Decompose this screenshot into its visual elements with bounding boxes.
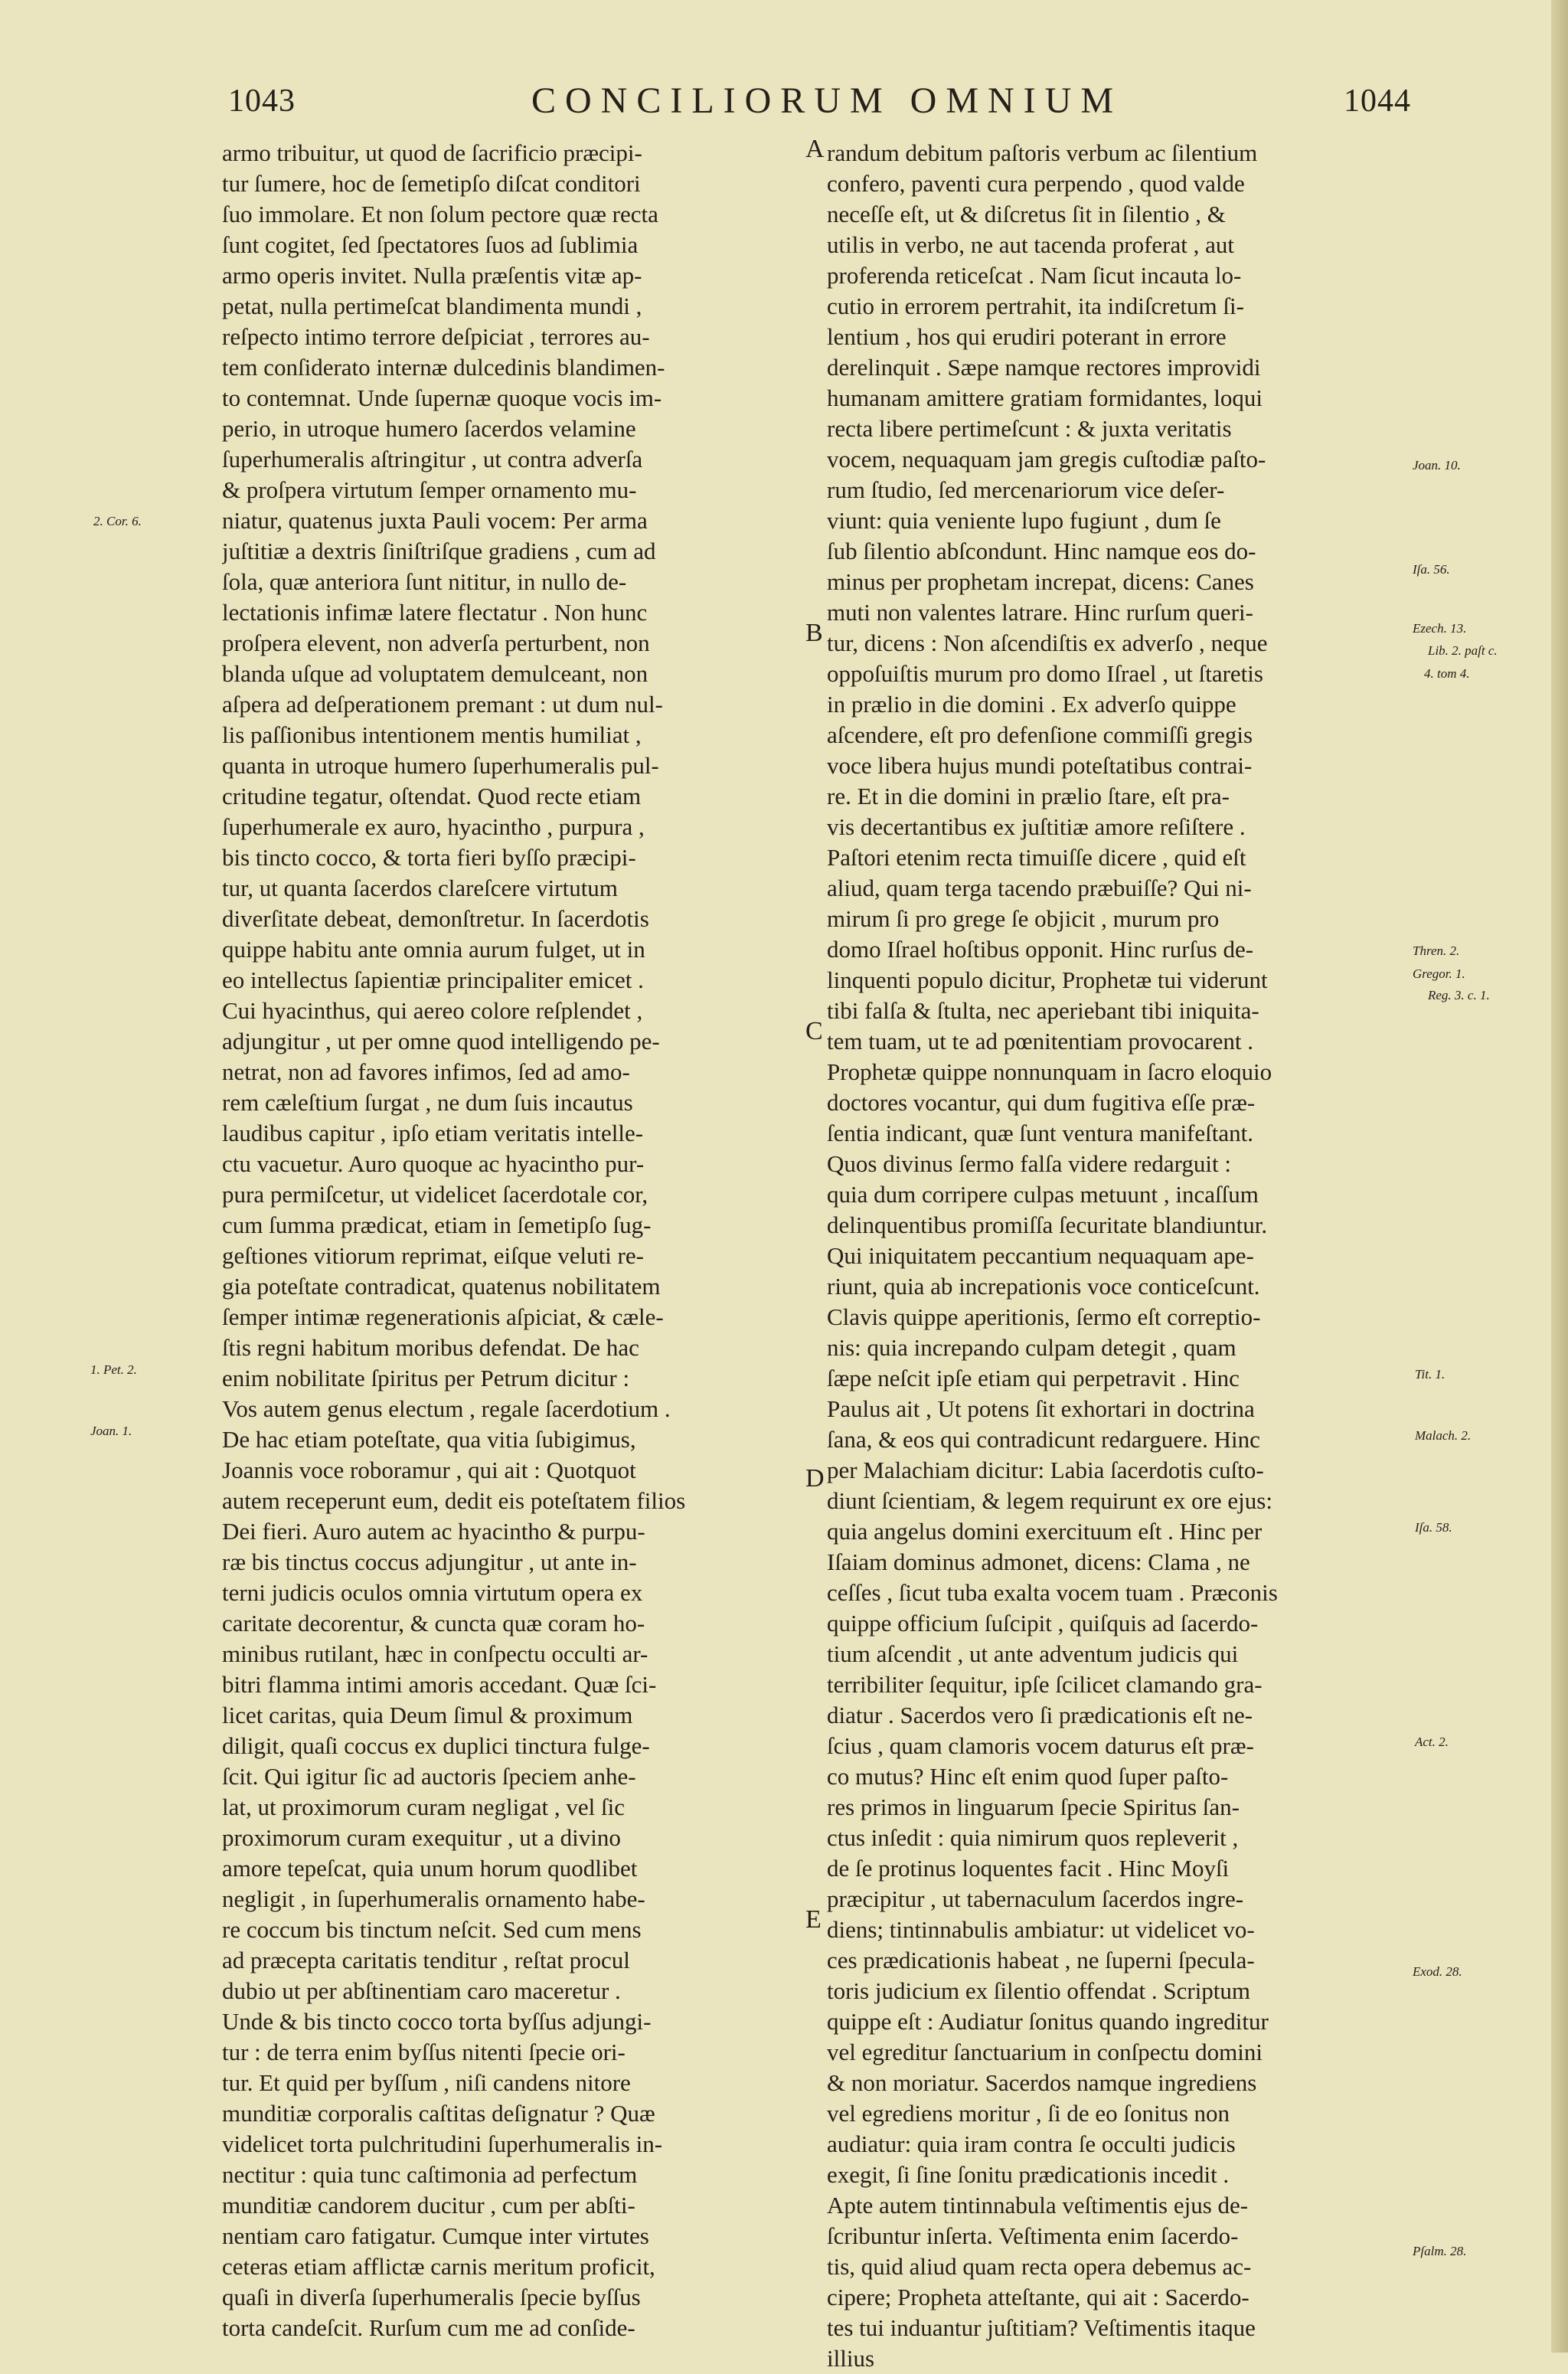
text-line: lentium , hos qui erudiri poterant in errore	[827, 323, 1227, 350]
text-line: Prophetæ quippe nonnunquam in ſacro eloquio	[827, 1058, 1272, 1085]
text-line: vocem, nequaquam jam gregis cuſtodiæ paſto-	[827, 446, 1266, 473]
text-line: muti non valentes latrare. Hinc rurſum queri-	[827, 599, 1253, 626]
text-line: geſtiones vitiorum reprimat, eiſque veluti re-	[222, 1242, 644, 1269]
text-line: vis decertantibus ex juſtitiæ amore reſiſtere .	[827, 813, 1246, 840]
text-line: Iſaiam dominus admonet, dicens: Clama , ne	[827, 1548, 1250, 1575]
margin-note-right: Joan. 10.	[1413, 458, 1461, 473]
text-line: ſunt cogitet, ſed ſpectatores ſuos ad ſublimia	[222, 231, 639, 258]
text-line: quippe eſt : Audiatur ſonitus quando ingreditur	[827, 2008, 1269, 2035]
text-line: perio, in utroque humero ſacerdos velamine	[222, 415, 636, 442]
text-line: randum debitum paſtoris verbum ac ſilentium	[827, 139, 1258, 166]
margin-note-right: Exod. 28.	[1413, 1964, 1462, 1979]
text-line: lectationis infimæ latere flectatur . Non hunc	[222, 599, 648, 626]
text-line: vel egrediens moritur , ſi de eo ſonitus non	[827, 2100, 1230, 2127]
text-line: licet caritas, quia Deum ſimul & proximum	[222, 1702, 633, 1728]
text-line: quippe officium ſuſcipit , quiſquis ad ſacerdo-	[827, 1610, 1259, 1637]
text-line: præcipitur , ut tabernaculum ſacerdos ingre-	[827, 1885, 1244, 1912]
text-line: re. Et in die domini in prælio ſtare, eſt pra-	[827, 783, 1230, 809]
text-line: re coccum bis tinctum neſcit. Sed cum mens	[222, 1916, 642, 1943]
text-line: rem cæleſtium ſurgat , ne dum ſuis incautus	[222, 1089, 633, 1116]
text-line: ſcius , quam clamoris vocem daturus eſt præ-	[827, 1732, 1254, 1759]
text-line: niatur, quatenus juxta Pauli vocem: Per arma	[222, 507, 648, 534]
text-line: dubio ut per abſtinentiam caro maceretur .	[222, 1977, 621, 2004]
text-line: Apte autem tintinnabula veſtimentis ejus de-	[827, 2192, 1249, 2219]
text-line: exegit, ſi ſine ſonitu prædicationis incedit .	[827, 2161, 1230, 2188]
text-line: quia dum corripere culpas metuunt , incaſſum	[827, 1181, 1259, 1208]
margin-note-right: Ezech. 13.	[1413, 621, 1467, 636]
text-line: proferenda reticeſcat . Nam ſicut incauta lo-	[827, 262, 1242, 289]
text-line: videlicet torta pulchritudini ſuperhumeralis in-	[222, 2130, 663, 2157]
page-number-right: 1044	[1344, 83, 1411, 119]
text-line: utilis in verbo, ne aut tacenda proferat , aut	[827, 231, 1234, 258]
text-line: amore tepeſcat, quia unum horum quodlibet	[222, 1855, 638, 1882]
text-line: Joannis voce roboramur , qui ait : Quotquot	[222, 1457, 636, 1483]
text-line: autem receperunt eum, dedit eis poteſtatem filios	[222, 1487, 686, 1514]
text-line: ceteras etiam afflictæ carnis meritum proficit,	[222, 2253, 655, 2280]
text-line: oppoſuiſtis murum pro domo Iſrael , ut ſtaretis	[827, 660, 1263, 687]
text-line: mirum ſi pro grege ſe objicit , murum pro	[827, 905, 1220, 932]
text-line: tur ſumere, hoc de ſemetipſo diſcat conditori	[222, 170, 641, 197]
text-line: ad præcepta caritatis tenditur , reſtat procul	[222, 1947, 630, 1973]
text-line: armo tribuitur, ut quod de ſacrificio præcipi-	[222, 139, 642, 166]
text-line: Clavis quippe aperitionis, ſermo eſt correptio-	[827, 1303, 1261, 1330]
text-line: ſæpe neſcit ipſe etiam qui perpetravit . Hinc	[827, 1365, 1240, 1391]
text-line: quaſi in diverſa ſuperhumeralis ſpecie byſſus	[222, 2284, 641, 2310]
text-line: cipere; Propheta atteſtante, qui ait : Sacerdo-	[827, 2284, 1250, 2310]
text-line: aſcendere, eſt pro defenſione commiſſi gregis	[827, 721, 1253, 748]
text-line: ſtis regni habitum moribus defendat. De hac	[222, 1334, 639, 1361]
text-line: vel egreditur ſanctuarium in conſpectu domini	[827, 2039, 1263, 2065]
text-line: Vos autem genus electum , regale ſacerdotium .	[222, 1395, 671, 1422]
margin-note-left: 2. Cor. 6.	[93, 514, 142, 528]
text-line: minibus rutilant, hæc in conſpectu occulti ar-	[222, 1640, 648, 1667]
text-line: diens; tintinnabulis ambiatur: ut videlicet vo-	[827, 1916, 1255, 1943]
text-line: ſentia indicant, quæ ſunt ventura manifeſtant.	[827, 1120, 1253, 1146]
text-line: de ſe protinus loquentes facit . Hinc Moyſi	[827, 1855, 1230, 1882]
text-line: ſuperhumeralis aſtringitur , ut contra adverſa	[222, 446, 643, 473]
section-letter: B	[805, 619, 823, 647]
text-line: ſcit. Qui igitur ſic ad auctoris ſpeciem anhe-	[222, 1763, 636, 1790]
text-line: linquenti populo dicitur, Prophetæ tui viderunt	[827, 966, 1268, 993]
text-line: ctus inſedit : quia nimirum quos repleverit ,	[827, 1824, 1239, 1851]
text-line: Qui iniquitatem peccantium nequaquam ape-	[827, 1242, 1254, 1269]
text-line: proximorum curam exequitur , ut a divino	[222, 1824, 621, 1851]
text-line: ſcribuntur inſerta. Veſtimenta enim ſacerdo-	[827, 2222, 1239, 2249]
text-line: ræ bis tinctus coccus adjungitur , ut ante in-	[222, 1548, 637, 1575]
text-line: Unde & bis tincto cocco torta byſſus adjungi-	[222, 2008, 652, 2035]
text-line: diverſitate debeat, demonſtretur. In ſacerdotis	[222, 905, 649, 932]
text-line: cum ſumma prædicat, etiam in ſemetipſo ſug-	[222, 1212, 652, 1238]
margin-note-right: Thren. 2.	[1413, 943, 1460, 958]
text-line: ſub ſilentio abſcondunt. Hinc namque eos do-	[827, 538, 1256, 564]
text-column-left	[222, 138, 804, 2343]
text-line: ces prædicationis habeat , ne ſuperni ſpecula-	[827, 1947, 1255, 1973]
text-line: pura permiſcetur, ut videlicet ſacerdotale cor,	[222, 1181, 648, 1208]
text-line: critudine tegatur, oſtendat. Quod recte etiam	[222, 783, 642, 809]
text-line: viunt: quia veniente lupo fugiunt , dum ſe	[827, 507, 1221, 534]
text-line: torta candeſcit. Rurſum cum me ad conſide-	[222, 2314, 635, 2341]
text-line: enim nobilitate ſpiritus per Petrum dicitur :	[222, 1365, 630, 1391]
text-line: quia angelus domini exercituum eſt . Hinc per	[827, 1518, 1263, 1545]
margin-note-right: Gregor. 1.	[1413, 966, 1465, 981]
text-line: Cui hyacinthus, qui aereo colore reſplendet ,	[222, 997, 643, 1024]
page-edge	[1551, 0, 1568, 2353]
text-line: doctores vocantur, qui dum fugitiva eſſe præ-	[827, 1089, 1256, 1116]
text-line: nis: quia increpando culpam detegit , quam	[827, 1334, 1236, 1361]
text-line: armo operis invitet. Nulla præſentis vitæ ap-	[222, 262, 642, 289]
text-line: & non moriatur. Sacerdos namque ingrediens	[827, 2069, 1257, 2096]
text-line: nentiam caro fatigatur. Cumque inter virtutes	[222, 2222, 649, 2249]
text-line: bis tincto cocco, & torta fieri byſſo præcipi-	[222, 844, 636, 871]
margin-note-right: Tit. 1.	[1415, 1367, 1446, 1382]
margin-note-right: Lib. 2. paſt c.	[1428, 643, 1498, 658]
section-letter: D	[805, 1464, 825, 1493]
text-line: adjungitur , ut per omne quod intelligendo pe-	[222, 1028, 660, 1055]
text-line: tium aſcendit , ut ante adventum judicis qui	[827, 1640, 1239, 1667]
text-line: per Malachiam dicitur: Labia ſacerdotis cuſto-	[827, 1457, 1264, 1483]
text-line: voce libera hujus mundi poteſtatibus contrai-	[827, 752, 1253, 779]
text-line: aliud, quam terga tacendo præbuiſſe? Qui ni-	[827, 875, 1252, 901]
text-line: juſtitiæ a dextris ſiniſtriſque gradiens , cum ad	[222, 538, 656, 564]
text-line: to contemnat. Unde ſupernæ quoque vocis im-	[222, 384, 662, 411]
margin-note-right: Iſa. 58.	[1415, 1520, 1452, 1535]
text-line: delinquentibus promiſſa ſecuritate blandiuntur.	[827, 1212, 1268, 1238]
text-line: cutio in errorem pertrahit, ita indiſcretum ſi-	[827, 293, 1244, 319]
text-line: lat, ut proximorum curam negligat , vel ſic	[222, 1794, 626, 1820]
text-line: & proſpera virtutum ſemper ornamento mu-	[222, 476, 637, 503]
text-line: tem tuam, ut te ad pœnitentiam provocarent .	[827, 1028, 1253, 1055]
section-letter: E	[805, 1905, 822, 1934]
text-line: diatur . Sacerdos vero ſi prædicationis eſt ne-	[827, 1702, 1253, 1728]
text-line: tur, dicens : Non aſcendiſtis ex adverſo , neque	[827, 629, 1268, 656]
text-line: eo intellectus ſapientiæ principaliter emicet .	[222, 966, 644, 993]
text-line: Paulus ait , Ut potens ſit exhortari in doctrina	[827, 1395, 1255, 1422]
text-line: co mutus? Hinc eſt enim quod ſuper paſto-	[827, 1763, 1229, 1790]
text-line: toris judicium ex ſilentio offendat . Scriptum	[827, 1977, 1251, 2004]
text-line: netrat, non ad favores infimos, ſed ad amo-	[222, 1058, 630, 1085]
text-line: Paſtori etenim recta timuiſſe dicere , quid eſt	[827, 844, 1246, 871]
margin-note-right: 4. tom 4.	[1424, 666, 1470, 681]
margin-note-right: Malach. 2.	[1415, 1428, 1472, 1443]
text-line: rum ſtudio, ſed mercenariorum vice deſer-	[827, 476, 1225, 503]
text-line: bitri flamma intimi amoris accedant. Quæ ſci-	[222, 1671, 657, 1698]
section-letter: C	[805, 1017, 823, 1045]
text-line: lis paſſionibus intentionem mentis humiliat ,	[222, 721, 642, 748]
text-line: derelinquit . Sæpe namque rectores improvidi	[827, 354, 1261, 381]
margin-note-left: 1. Pet. 2.	[90, 1362, 137, 1377]
text-line: quippe habitu ante omnia aurum fulget, ut in	[222, 936, 645, 963]
text-line: aſpera ad deſperationem premant : ut dum nul-	[222, 691, 663, 718]
margin-note-right: Pſalm. 28.	[1413, 2244, 1467, 2258]
text-line: diunt ſcientiam, & legem requirunt ex ore ejus:	[827, 1487, 1272, 1514]
running-head: CONCILIORUM OMNIUM	[531, 80, 1122, 121]
text-line: recta libere pertimeſcunt : & juxta veritatis	[827, 415, 1232, 442]
text-line: negligit , in ſuperhumeralis ornamento habe-	[222, 1885, 645, 1912]
text-line: neceſſe eſt, ut & diſcretus ſit in ſilentio , &	[827, 201, 1226, 227]
text-line: ſuperhumerale ex auro, hyacintho , purpura ,	[222, 813, 645, 840]
text-line: tem conſiderato internæ dulcedinis blandimen-	[222, 354, 665, 381]
text-line: terribiliter ſequitur, ipſe ſcilicet clamando gra-	[827, 1671, 1263, 1698]
text-line: tis, quid aliud quam recta opera debemus ac-	[827, 2253, 1252, 2280]
text-line: gia poteſtate contradicat, quatenus nobilitatem	[222, 1273, 661, 1300]
text-line: diligit, quaſi coccus ex duplici tinctura fulge-	[222, 1732, 650, 1759]
text-line: blanda uſque ad voluptatem demulceant, non	[222, 660, 648, 687]
page-number-left: 1043	[228, 83, 296, 119]
text-line: ſana, & eos qui contradicunt redarguere. Hinc	[827, 1426, 1260, 1453]
text-line: tur : de terra enim byſſus nitenti ſpecie ori-	[222, 2039, 626, 2065]
text-line: illius	[827, 2345, 875, 2372]
margin-note-right: Act. 2.	[1415, 1735, 1449, 1749]
text-line: nectitur : quia tunc caſtimonia ad perfectum	[222, 2161, 638, 2188]
text-line: quanta in utroque humero ſuperhumeralis pul-	[222, 752, 659, 779]
margin-note-right: Iſa. 56.	[1413, 562, 1450, 577]
text-line: munditiæ corporalis caſtitas deſignatur ? Quæ	[222, 2100, 655, 2127]
text-line: ctu vacuetur. Auro quoque ac hyacintho pur-	[222, 1150, 645, 1177]
text-line: confero, paventi cura perpendo , quod valde	[827, 170, 1245, 197]
text-line: riunt, quia ab increpationis voce conticeſcunt.	[827, 1273, 1260, 1300]
text-line: Quos divinus ſermo falſa videre redarguit :	[827, 1150, 1232, 1177]
text-line: ceſſes , ſicut tuba exalta vocem tuam . Præconis	[827, 1579, 1278, 1606]
text-line: minus per prophetam increpat, dicens: Canes	[827, 568, 1254, 595]
text-line: munditiæ candorem ducitur , cum per abſti-	[222, 2192, 635, 2219]
text-line: caritate decorentur, & cuncta quæ coram ho-	[222, 1610, 645, 1637]
text-line: in prælio in die domini . Ex adverſo quippe	[827, 691, 1236, 718]
text-line: reſpecto intimo terrore deſpiciat , terrores au-	[222, 323, 650, 350]
text-line: petat, nulla pertimeſcat blandimenta mundi ,	[222, 293, 642, 319]
text-column-right	[827, 138, 1409, 2374]
text-line: ſola, quæ anteriora ſunt nititur, in nullo de-	[222, 568, 627, 595]
text-line: domo Iſrael hoſtibus opponit. Hinc rurſus de-	[827, 936, 1254, 963]
text-line: audiatur: quia iram contra ſe occulti judicis	[827, 2130, 1236, 2157]
margin-note-right: Reg. 3. c. 1.	[1428, 988, 1490, 1002]
margin-note-left: Joan. 1.	[90, 1424, 132, 1438]
text-line: proſpera elevent, non adverſa perturbent, non	[222, 629, 650, 656]
text-line: humanam amittere gratiam formidantes, loqui	[827, 384, 1263, 411]
text-line: tur. Et quid per byſſum , niſi candens nitore	[222, 2069, 631, 2096]
text-line: res primos in linguarum ſpecie Spiritus ſan-	[827, 1794, 1240, 1820]
text-line: laudibus capitur , ipſo etiam veritatis intelle-	[222, 1120, 644, 1146]
text-line: terni judicis oculos omnia virtutum opera ex	[222, 1579, 643, 1606]
text-line: tibi falſa & ſtulta, nec aperiebant tibi iniquita-	[827, 997, 1259, 1024]
text-line: ſemper intimæ regenerationis aſpiciat, & cæle-	[222, 1303, 664, 1330]
section-letter: A	[805, 135, 825, 163]
text-line: tur, ut quanta ſacerdos clareſcere virtutum	[222, 875, 618, 901]
text-line: De hac etiam poteſtate, qua vitia ſubigimus,	[222, 1426, 636, 1453]
text-line: tes tui induantur juſtitiam? Veſtimentis itaque	[827, 2314, 1256, 2341]
text-line: ſuo immolare. Et non ſolum pectore quæ recta	[222, 201, 658, 227]
text-line: Dei fieri. Auro autem ac hyacintho & purpu-	[222, 1518, 645, 1545]
